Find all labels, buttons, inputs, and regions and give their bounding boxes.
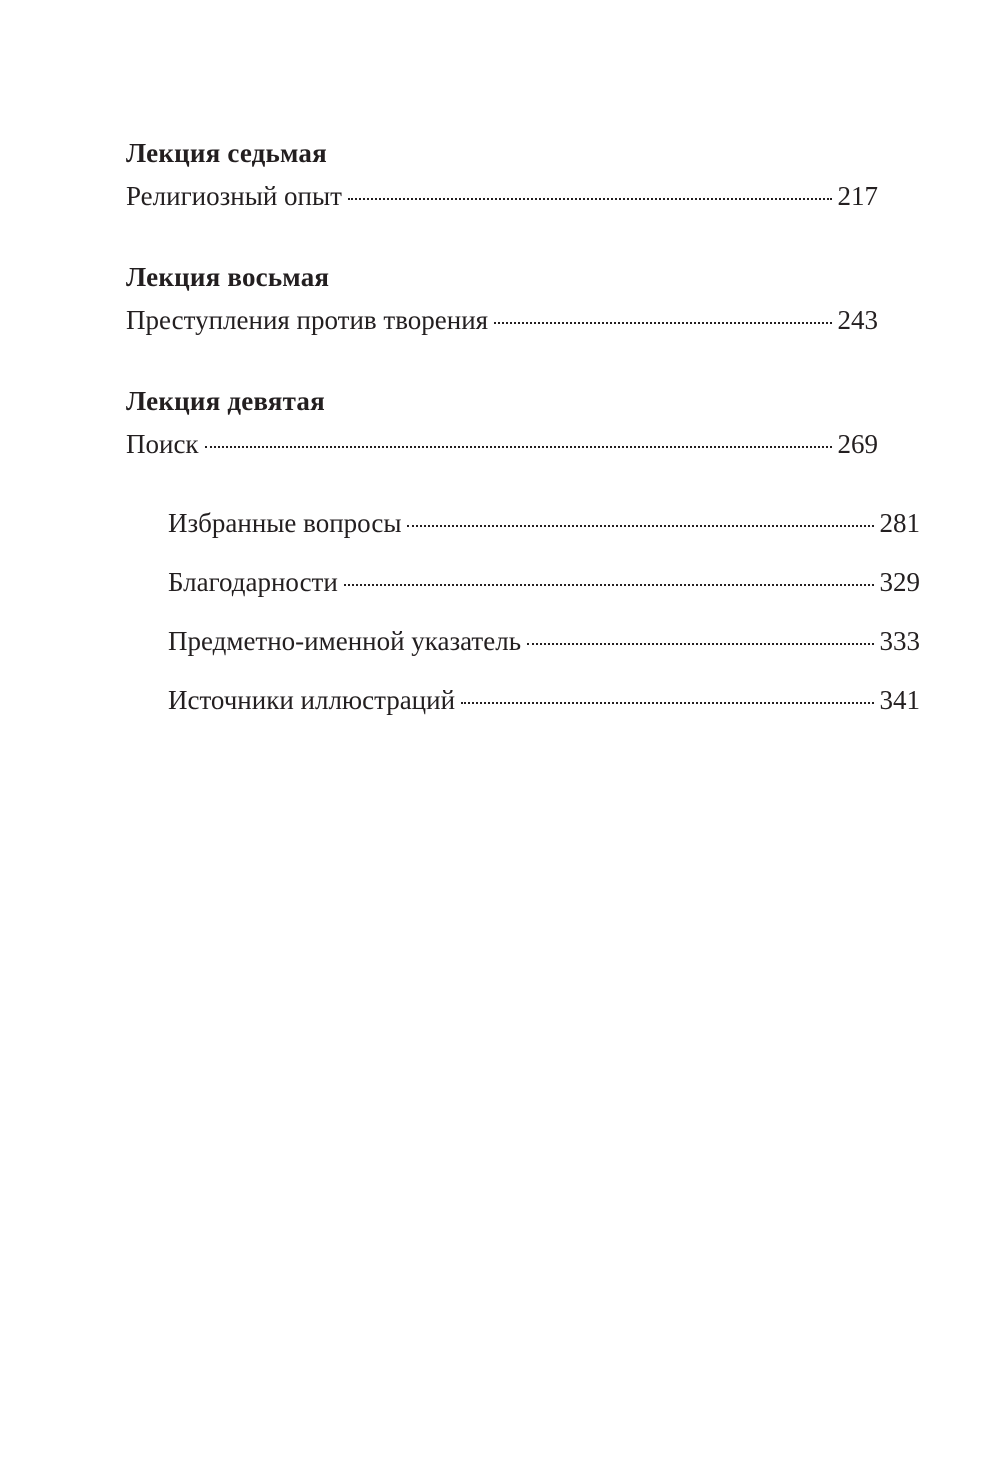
toc-page-number: 243 xyxy=(837,305,878,335)
toc-page-number: 281 xyxy=(879,508,920,538)
dot-leader xyxy=(205,446,832,448)
toc-section-lecture-8 xyxy=(126,262,878,336)
toc-entry-label: Религиозный опыт xyxy=(126,181,342,211)
lecture-title: Лекция восьмая xyxy=(126,262,330,292)
toc-entry-label: Источники иллюстраций xyxy=(168,685,456,715)
toc-section-lecture-7 xyxy=(126,138,878,212)
dot-leader xyxy=(407,525,873,527)
lecture-title: Лекция седьмая xyxy=(126,138,327,168)
toc-page-number: 329 xyxy=(879,567,920,597)
toc-entry-appendix[interactable] xyxy=(126,508,920,539)
toc-entry-label: Преступления против творения xyxy=(126,305,489,335)
toc-entry-appendix[interactable] xyxy=(126,685,920,716)
lecture-title: Лекция девятая xyxy=(126,386,325,416)
toc-entry[interactable] xyxy=(126,429,878,460)
dot-leader xyxy=(348,198,832,200)
dot-leader xyxy=(527,643,873,645)
toc-page-number: 217 xyxy=(837,181,878,211)
toc-entry-label: Предметно-именной указатель xyxy=(168,626,522,656)
toc-entry[interactable] xyxy=(126,305,878,336)
toc-page-number: 269 xyxy=(837,429,878,459)
toc-entry-appendix[interactable] xyxy=(126,567,920,598)
toc-entry-label: Благодарности xyxy=(168,567,338,597)
toc-entry-label: Поиск xyxy=(126,429,199,459)
toc-section-lecture-9 xyxy=(126,386,878,460)
toc-entry-appendix[interactable] xyxy=(126,626,920,657)
toc-entry-label: Избранные вопросы xyxy=(168,508,402,538)
toc-entry[interactable] xyxy=(126,181,878,212)
dot-leader xyxy=(461,702,873,704)
dot-leader xyxy=(344,584,874,586)
dot-leader xyxy=(494,322,831,324)
toc-page-number: 333 xyxy=(879,626,920,656)
toc-page-number: 341 xyxy=(879,685,920,715)
